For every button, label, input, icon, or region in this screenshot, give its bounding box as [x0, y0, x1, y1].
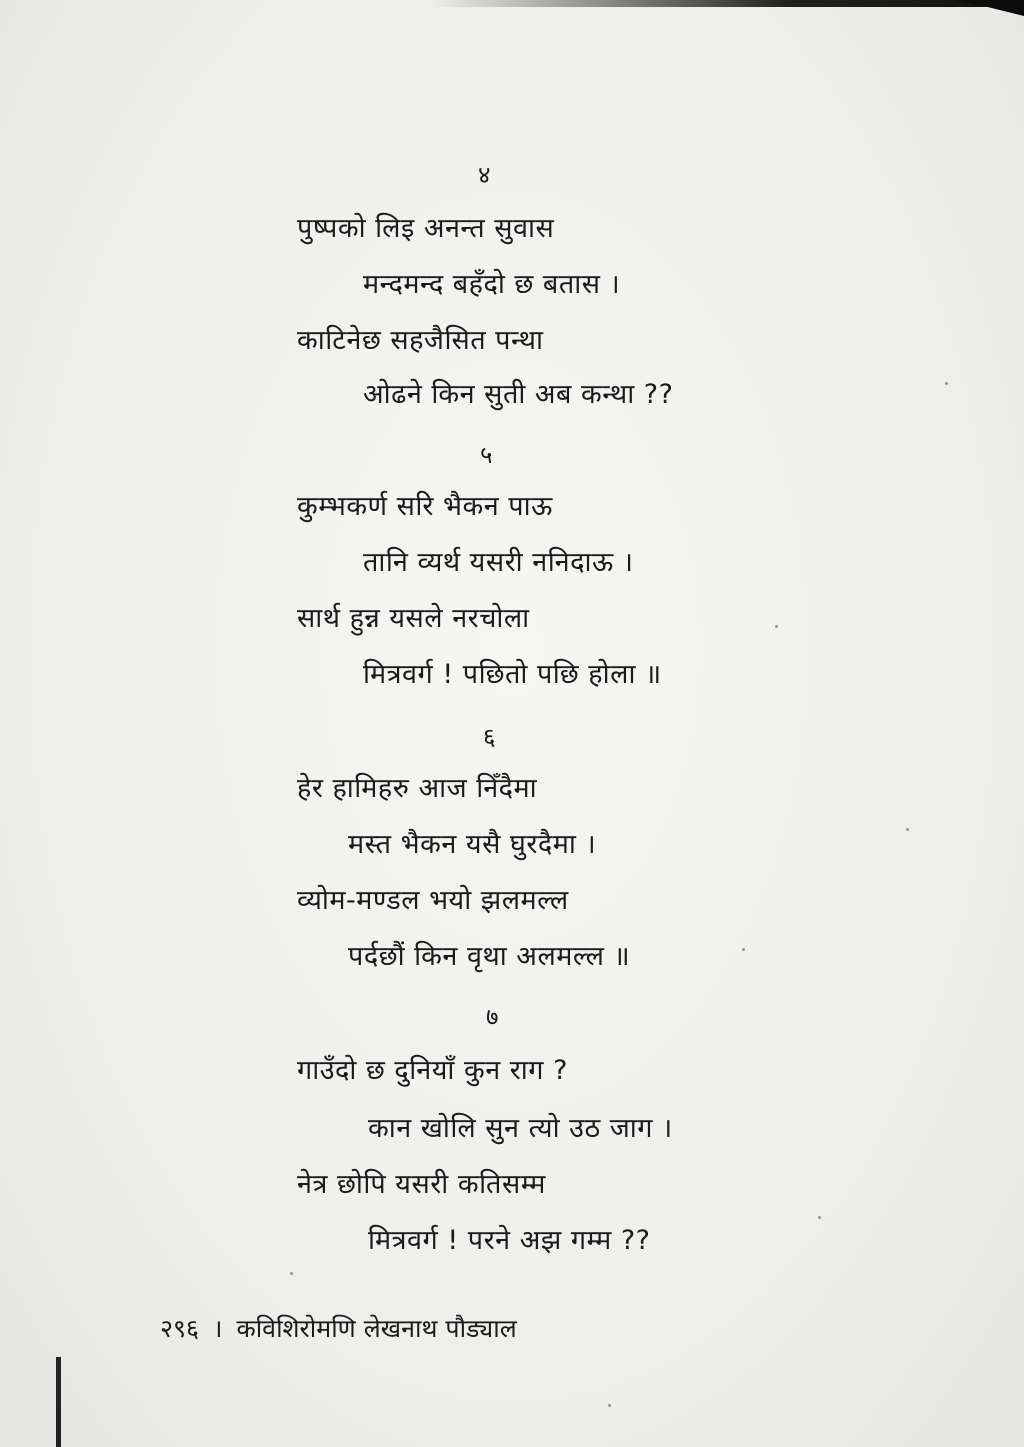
stanza-number: ५: [480, 441, 493, 469]
scan-speck: [945, 382, 948, 385]
verse-line: नेत्र छोपि यसरी कतिसम्म: [297, 1169, 546, 1200]
stanza-number: ७: [486, 1003, 499, 1031]
verse-line: मित्रवर्ग ! परने अझ गम्म ??: [368, 1225, 651, 1256]
scan-left-edge: [56, 1357, 61, 1447]
verse-line: पर्दछौं किन वृथा अलमल्ल ॥: [348, 941, 631, 972]
page-number: २९६: [160, 1314, 200, 1343]
verse-line: मस्त भैकन यसै घुरदैमा ।: [348, 829, 597, 860]
verse-line: काटिनेछ सहजैसित पन्था: [297, 325, 544, 356]
book-title: कविशिरोमणि लेखनाथ पौड्याल: [236, 1314, 517, 1343]
verse-line: गाउँदो छ दुनियाँ कुन राग ?: [297, 1055, 568, 1086]
verse-line: ओढने किन सुती अब कन्था ??: [363, 379, 674, 410]
verse-line: हेर हामिहरु आज निँदैमा: [297, 773, 538, 804]
verse-line: कान खोलि सुन त्यो उठ जाग ।: [368, 1113, 673, 1144]
verse-line: व्योम-मण्डल भयो झलमल्ल: [297, 885, 569, 916]
scan-speck: [290, 1272, 293, 1275]
stanza-number: ६: [483, 723, 496, 751]
scan-speck: [818, 1216, 821, 1219]
scan-speck: [775, 625, 778, 628]
footer-separator: ।: [213, 1314, 223, 1343]
verse-line: तानि व्यर्थ यसरी ननिदाऊ ।: [363, 547, 634, 578]
scan-top-edge: [430, 0, 1024, 7]
page-footer: [160, 1312, 517, 1346]
scan-speck: [906, 828, 909, 831]
verse-line: कुम्भकर्ण सरि भैकन पाऊ: [297, 491, 553, 522]
verse-line: मित्रवर्ग ! पछितो पछि होला ॥: [363, 659, 662, 690]
scan-speck: [608, 1404, 611, 1407]
verse-line: मन्दमन्द बहँदो छ बतास ।: [363, 269, 621, 300]
scan-speck: [742, 948, 745, 951]
verse-line: सार्थ हुन्न यसले नरचोला: [297, 603, 530, 634]
stanza-number: ४: [478, 161, 491, 189]
verse-line: पुष्पको लिइ अनन्त सुवास: [297, 213, 555, 244]
